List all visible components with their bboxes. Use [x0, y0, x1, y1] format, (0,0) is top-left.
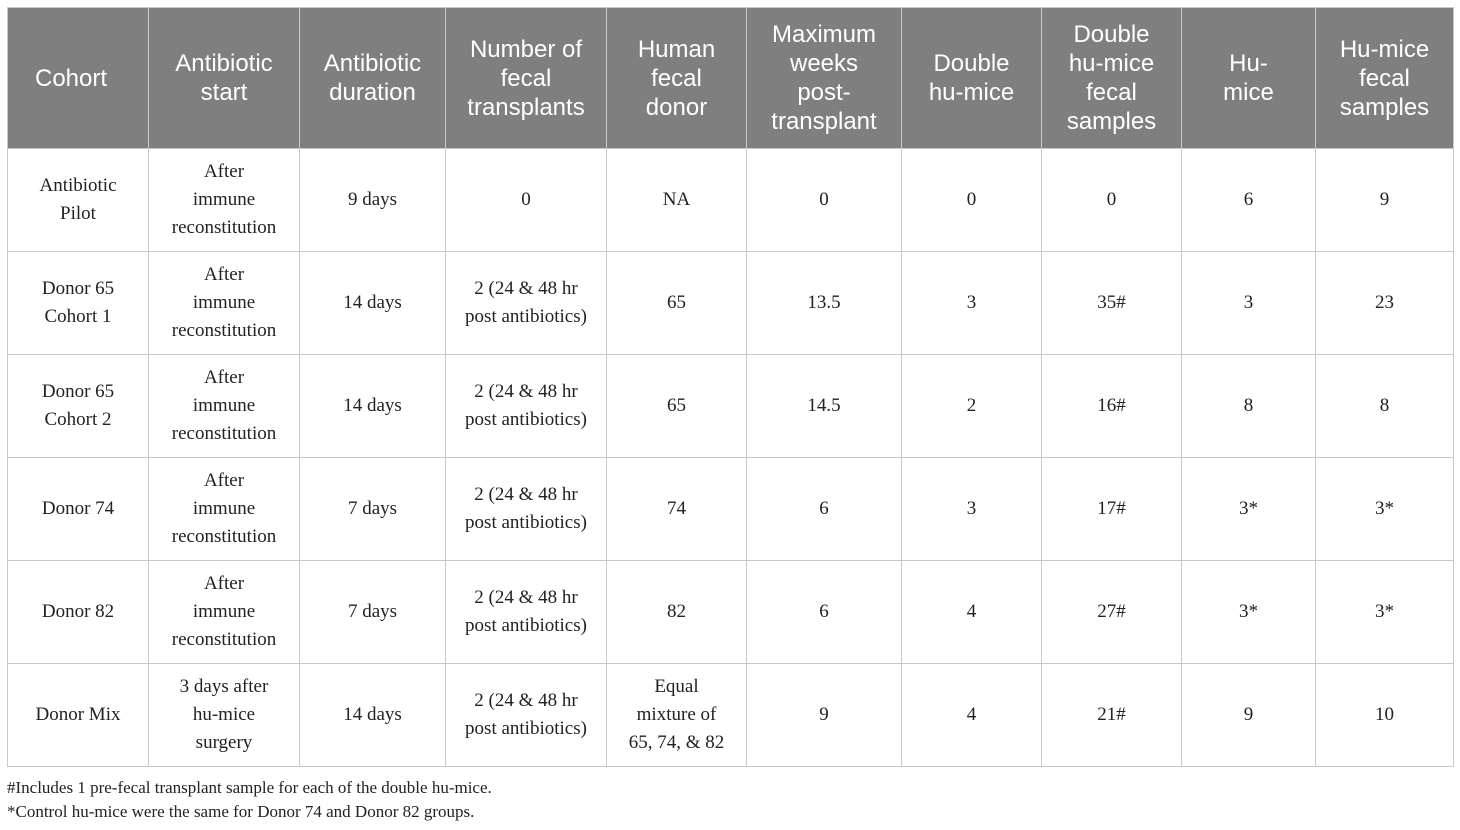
cell-antibiotic-duration: 7 days [300, 561, 446, 664]
cell-double-hu-mice-fecal-samples: 16# [1042, 355, 1182, 458]
cell-hu-mice: 3* [1182, 458, 1316, 561]
cell-hu-mice: 6 [1182, 149, 1316, 252]
cell-human-fecal-donor: 65 [607, 252, 747, 355]
cell-antibiotic-start: After immune reconstitution [149, 252, 300, 355]
cell-double-hu-mice: 4 [902, 664, 1042, 767]
table-row [8, 458, 1454, 561]
cell-maximum-weeks: 13.5 [747, 252, 902, 355]
cell-cohort: Donor 82 [8, 561, 149, 664]
cell-cohort: Donor 65 Cohort 1 [8, 252, 149, 355]
header-row [8, 8, 1454, 149]
cell-human-fecal-donor: 65 [607, 355, 747, 458]
header-double-hu-mice-fecal-samples: Double hu-mice fecal samples [1042, 8, 1182, 149]
table-row [8, 561, 1454, 664]
cell-antibiotic-duration: 9 days [300, 149, 446, 252]
cell-number-of-fecal-transplants: 2 (24 & 48 hr post antibiotics) [446, 252, 607, 355]
cell-double-hu-mice-fecal-samples: 35# [1042, 252, 1182, 355]
cell-cohort: Donor 65 Cohort 2 [8, 355, 149, 458]
footnote-asterisk: *Control hu-mice were the same for Donor 74 and Donor 82 groups. [7, 802, 475, 821]
cell-maximum-weeks: 9 [747, 664, 902, 767]
cell-antibiotic-duration: 14 days [300, 355, 446, 458]
cell-hu-mice: 9 [1182, 664, 1316, 767]
cell-antibiotic-start: After immune reconstitution [149, 355, 300, 458]
cell-hu-mice: 3* [1182, 561, 1316, 664]
cell-antibiotic-duration: 7 days [300, 458, 446, 561]
cell-antibiotic-duration: 14 days [300, 252, 446, 355]
cell-maximum-weeks: 6 [747, 458, 902, 561]
cell-double-hu-mice: 4 [902, 561, 1042, 664]
cell-number-of-fecal-transplants: 2 (24 & 48 hr post antibiotics) [446, 355, 607, 458]
header-hu-mice: Hu- mice [1182, 8, 1316, 149]
cell-maximum-weeks: 0 [747, 149, 902, 252]
cell-hu-mice-fecal-samples: 3* [1316, 561, 1454, 664]
cohort-table [7, 7, 1454, 767]
cell-human-fecal-donor: 82 [607, 561, 747, 664]
header-double-hu-mice: Double hu-mice [902, 8, 1042, 149]
table-row [8, 355, 1454, 458]
cell-number-of-fecal-transplants: 2 (24 & 48 hr post antibiotics) [446, 458, 607, 561]
cell-hu-mice-fecal-samples: 8 [1316, 355, 1454, 458]
cell-antibiotic-start: After immune reconstitution [149, 458, 300, 561]
cell-cohort: Donor Mix [8, 664, 149, 767]
cohort-table-container [7, 7, 1453, 767]
header-hu-mice-fecal-samples: Hu-mice fecal samples [1316, 8, 1454, 149]
cell-antibiotic-start: After immune reconstitution [149, 561, 300, 664]
cell-antibiotic-start: After immune reconstitution [149, 149, 300, 252]
header-human-fecal-donor: Human fecal donor [607, 8, 747, 149]
header-number-of-fecal-transplants: Number of fecal transplants [446, 8, 607, 149]
table-row [8, 664, 1454, 767]
cell-double-hu-mice: 2 [902, 355, 1042, 458]
cell-hu-mice-fecal-samples: 9 [1316, 149, 1454, 252]
table-row [8, 252, 1454, 355]
cell-hu-mice-fecal-samples: 3* [1316, 458, 1454, 561]
cell-number-of-fecal-transplants: 0 [446, 149, 607, 252]
cell-cohort: Donor 74 [8, 458, 149, 561]
cell-double-hu-mice: 3 [902, 458, 1042, 561]
cell-double-hu-mice: 0 [902, 149, 1042, 252]
cell-number-of-fecal-transplants: 2 (24 & 48 hr post antibiotics) [446, 664, 607, 767]
cell-human-fecal-donor: 74 [607, 458, 747, 561]
cell-antibiotic-start: 3 days after hu-mice surgery [149, 664, 300, 767]
footnote-hash: #Includes 1 pre-fecal transplant sample for each of the double hu-mice. [7, 778, 492, 797]
header-antibiotic-start: Antibiotic start [149, 8, 300, 149]
cell-double-hu-mice-fecal-samples: 27# [1042, 561, 1182, 664]
table-footnotes [7, 776, 492, 824]
cell-double-hu-mice-fecal-samples: 0 [1042, 149, 1182, 252]
cell-cohort: Antibiotic Pilot [8, 149, 149, 252]
cell-maximum-weeks: 6 [747, 561, 902, 664]
cell-maximum-weeks: 14.5 [747, 355, 902, 458]
cell-human-fecal-donor: NA [607, 149, 747, 252]
cell-number-of-fecal-transplants: 2 (24 & 48 hr post antibiotics) [446, 561, 607, 664]
cell-double-hu-mice: 3 [902, 252, 1042, 355]
header-cohort: Cohort [8, 8, 149, 149]
header-antibiotic-duration: Antibiotic duration [300, 8, 446, 149]
cell-hu-mice-fecal-samples: 10 [1316, 664, 1454, 767]
cell-human-fecal-donor: Equal mixture of 65, 74, & 82 [607, 664, 747, 767]
cell-hu-mice-fecal-samples: 23 [1316, 252, 1454, 355]
cell-hu-mice: 3 [1182, 252, 1316, 355]
cell-antibiotic-duration: 14 days [300, 664, 446, 767]
header-maximum-weeks-post-transplant: Maximum weeks post- transplant [747, 8, 902, 149]
cell-double-hu-mice-fecal-samples: 21# [1042, 664, 1182, 767]
cell-hu-mice: 8 [1182, 355, 1316, 458]
cell-double-hu-mice-fecal-samples: 17# [1042, 458, 1182, 561]
table-row [8, 149, 1454, 252]
